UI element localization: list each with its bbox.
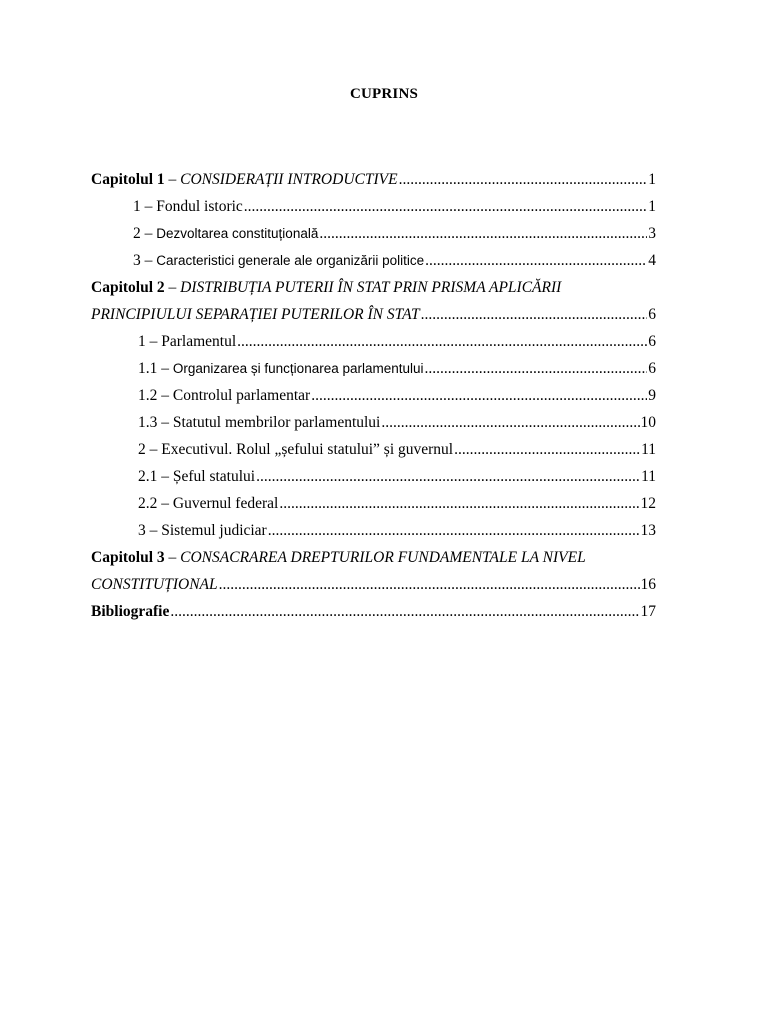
toc-entry-bibliography: [91, 598, 656, 625]
toc-entry: [91, 490, 656, 517]
leader-dots: [170, 598, 639, 625]
toc-entry-chapter-3: [91, 544, 656, 571]
entry-number: 2 –: [133, 225, 157, 242]
toc-entry: [91, 247, 656, 274]
leader-dots: [425, 355, 648, 382]
leader-dots: [421, 301, 648, 328]
page-number: 3: [648, 225, 656, 242]
page-number: 6: [648, 333, 656, 350]
page-number: 6: [648, 306, 656, 323]
chapter-title-line-2: PRINCIPIULUI SEPARAȚIEI PUTERILOR ÎN STAT: [91, 306, 420, 323]
entry-label: 1.3 – Statutul membrilor parlamentului: [138, 414, 381, 431]
chapter-title-line-1: DISTRIBUȚIA PUTERII ÎN STAT PRIN PRISMA APLICĂRII: [180, 279, 562, 296]
page-number: 16: [640, 576, 656, 593]
chapter-label: Capitolul 2: [91, 279, 165, 296]
leader-dots: [237, 328, 647, 355]
toc-entry-chapter-2: [91, 274, 656, 301]
page-number: 11: [641, 441, 656, 458]
toc-entry: [91, 436, 656, 463]
page-number: 17: [640, 603, 656, 620]
entry-label: 3 – Sistemul judiciar: [138, 522, 267, 539]
toc-entry: [91, 193, 656, 220]
toc-entry: [91, 409, 656, 436]
leader-dots: [425, 247, 647, 274]
leader-dots: [381, 409, 639, 436]
leader-dots: [268, 517, 640, 544]
leader-dots: [244, 193, 647, 220]
entry-label: 2.2 – Guvernul federal: [138, 495, 279, 512]
entry-label: Caracteristici generale ale organizării politice: [156, 253, 425, 268]
chapter-title-line-2: CONSTITUȚIONAL: [91, 576, 218, 593]
chapter-title: CONSIDERAȚII INTRODUCTIVE: [180, 171, 398, 188]
page-number: 1: [648, 198, 656, 215]
leader-dots: [279, 490, 639, 517]
page-number: 4: [648, 252, 656, 269]
page-number: 13: [640, 522, 656, 539]
leader-dots: [454, 436, 640, 463]
toc-entry: [91, 382, 656, 409]
entry-number: 1.1 –: [138, 360, 173, 377]
page-number: 12: [640, 495, 656, 512]
chapter-label: Capitolul 1: [91, 171, 165, 188]
entry-label: 2 – Executivul. Rolul „șefului statului” și guvernul: [138, 441, 454, 458]
toc-entry: [91, 517, 656, 544]
leader-dots: [399, 166, 648, 193]
entry-label: Dezvoltarea constituțională: [156, 226, 319, 241]
leader-dots: [219, 571, 640, 598]
separator: –: [164, 171, 181, 188]
leader-dots: [311, 382, 647, 409]
page-number: 1: [648, 171, 656, 188]
toc-entry: [91, 463, 656, 490]
separator: –: [164, 549, 181, 566]
page-number: 9: [648, 387, 656, 404]
page-number: 10: [640, 414, 656, 431]
separator: –: [164, 279, 181, 296]
toc-entry: [91, 328, 656, 355]
page-number: 11: [641, 468, 656, 485]
toc-entry: [91, 220, 656, 247]
leader-dots: [319, 220, 647, 247]
entry-label: 1 – Fondul istoric: [133, 198, 243, 215]
entry-label: Organizarea și funcționarea parlamentului: [172, 361, 424, 376]
toc-entry-chapter-2-cont: [91, 301, 656, 328]
table-of-contents: [91, 166, 656, 625]
entry-label: Bibliografie: [91, 603, 170, 620]
page-number: 6: [648, 360, 656, 377]
entry-number: 3 –: [133, 252, 157, 269]
leader-dots: [256, 463, 640, 490]
chapter-title-line-1: CONSACRAREA DREPTURILOR FUNDAMENTALE LA NIVEL: [180, 549, 586, 566]
chapter-label: Capitolul 3: [91, 549, 165, 566]
entry-label: 2.1 – Șeful statului: [138, 468, 256, 485]
toc-entry-chapter-1: [91, 166, 656, 193]
page-title: CUPRINS: [349, 86, 419, 102]
entry-label: 1.2 – Controlul parlamentar: [138, 387, 311, 404]
toc-entry: [91, 355, 656, 382]
toc-entry-chapter-3-cont: [91, 571, 656, 598]
entry-label: 1 – Parlamentul: [138, 333, 237, 350]
